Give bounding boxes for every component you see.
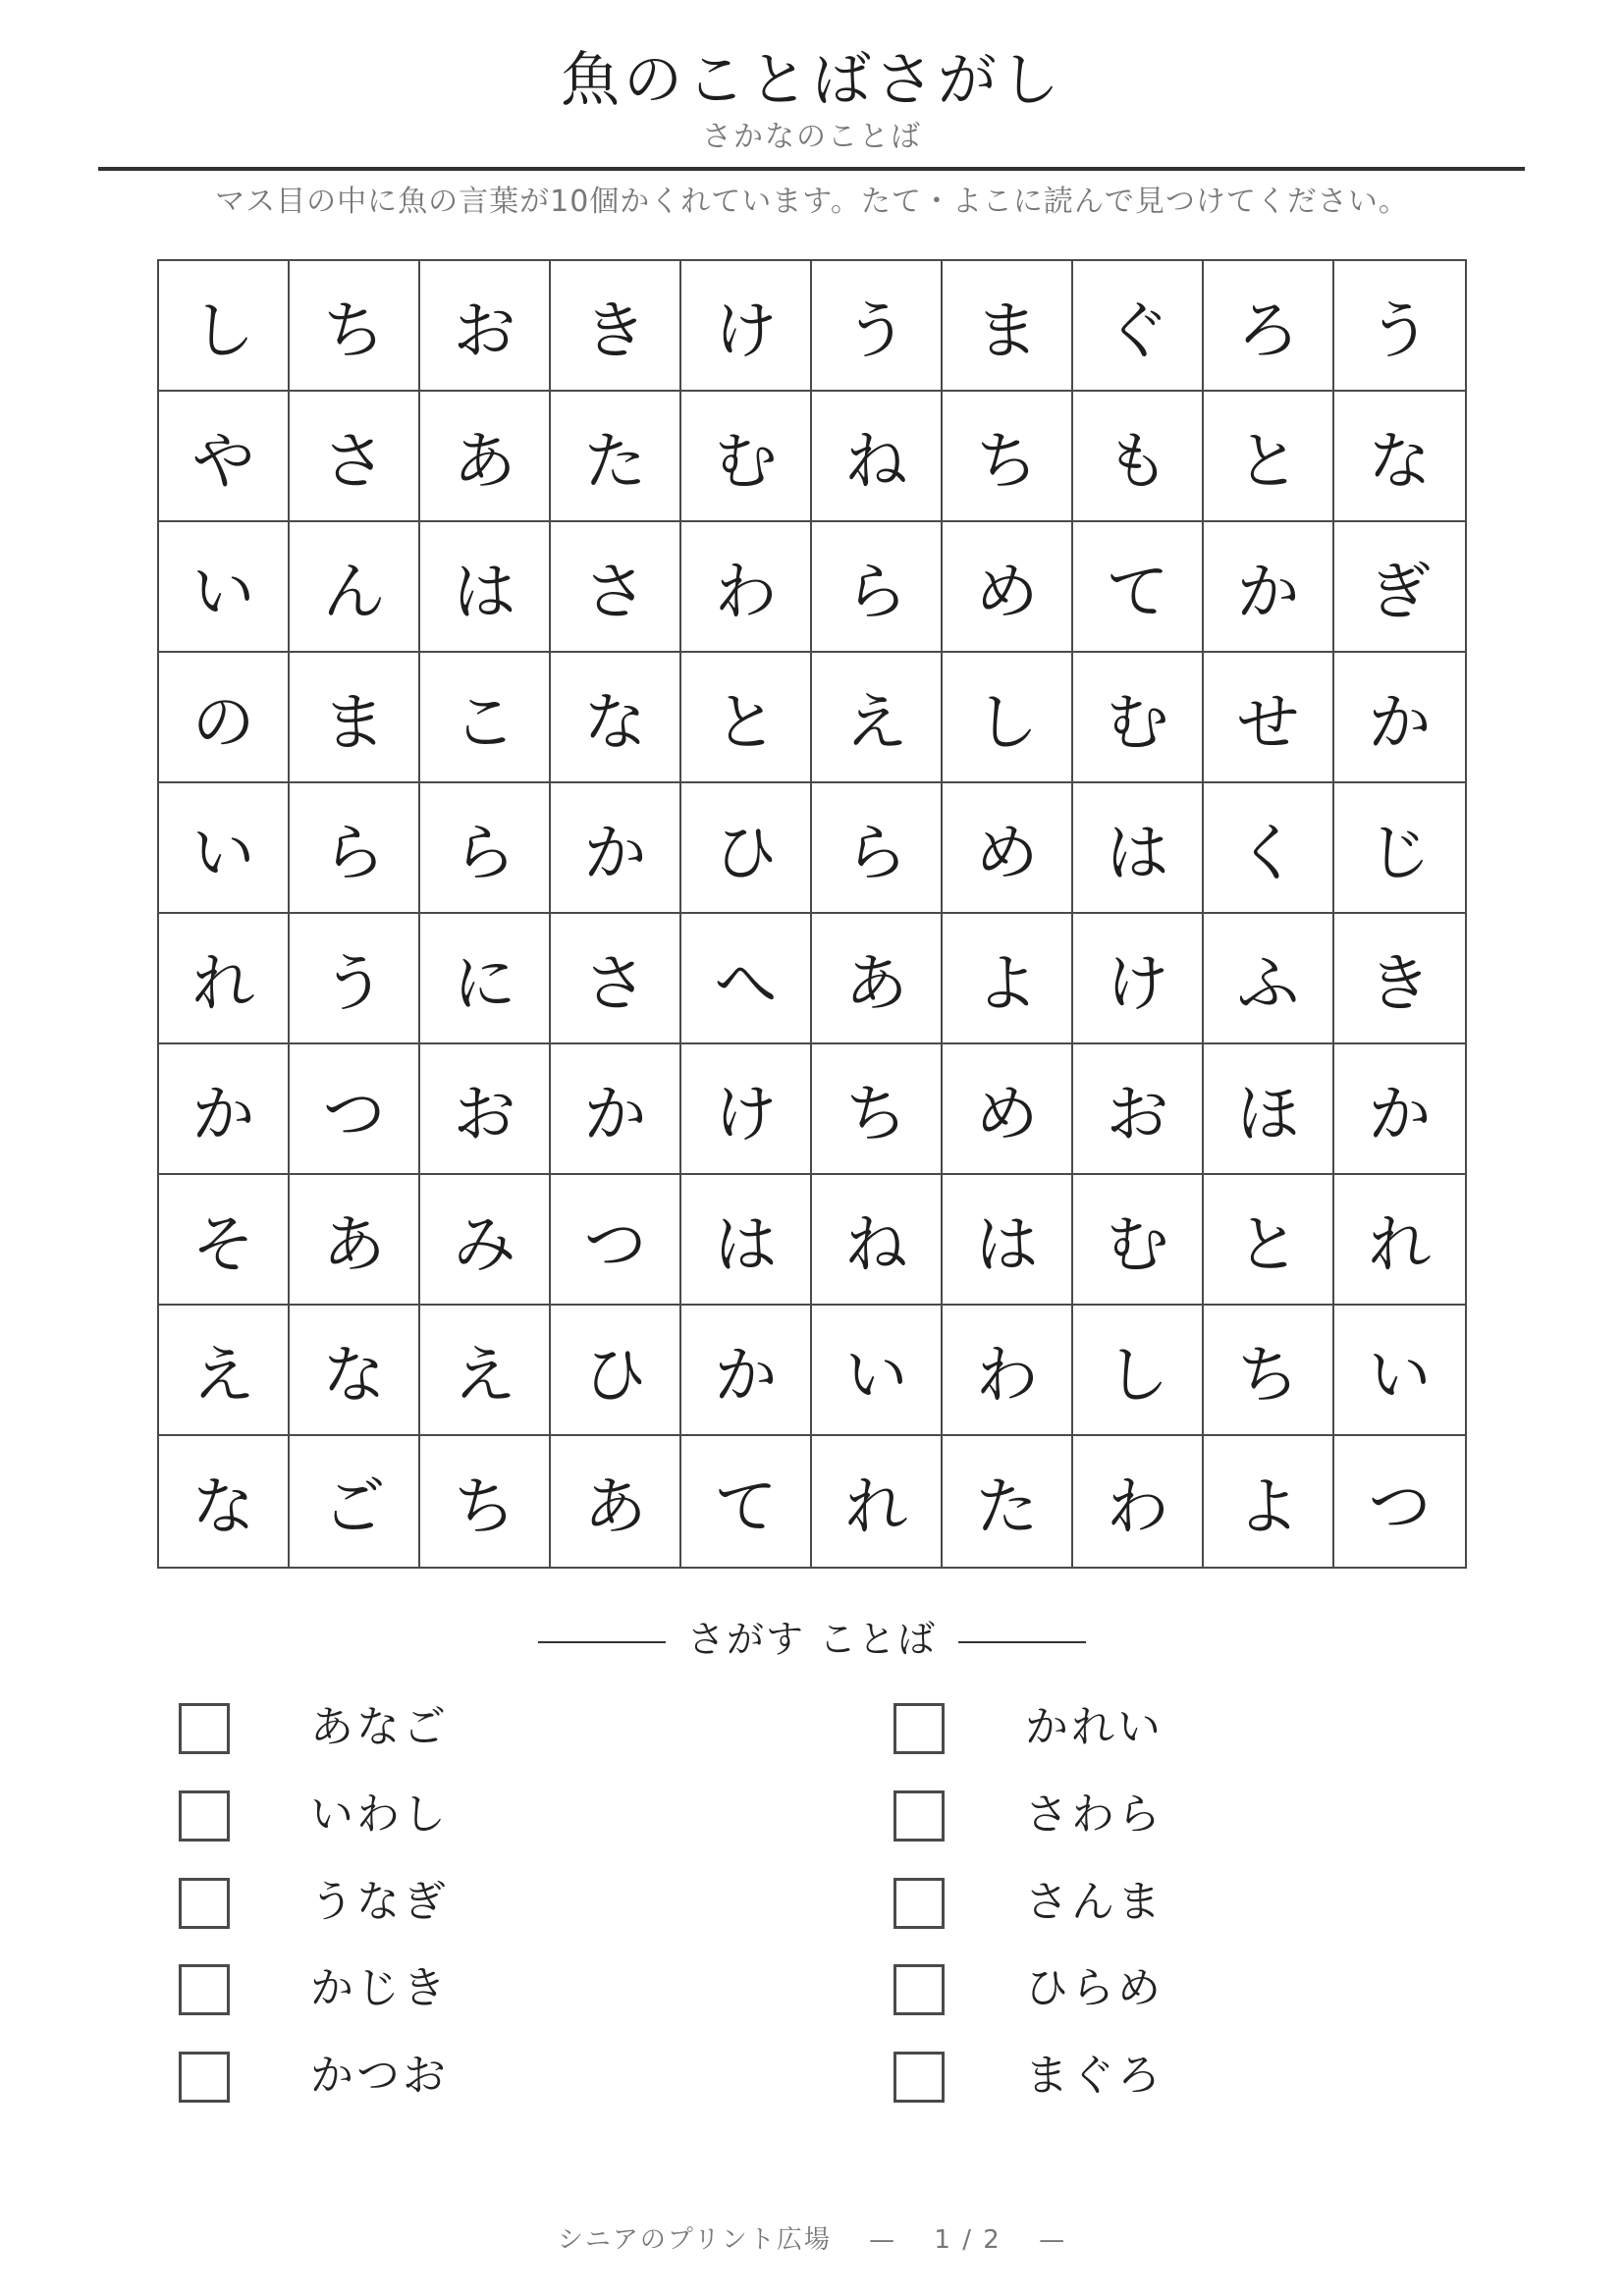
grid-cell[interactable]: え: [812, 653, 943, 783]
word-list-item: [179, 2051, 449, 2103]
grid-cell[interactable]: あ: [551, 1436, 681, 1567]
grid-cell[interactable]: ほ: [1204, 1044, 1334, 1175]
grid-cell[interactable]: ふ: [1204, 914, 1334, 1044]
grid-cell[interactable]: い: [812, 1306, 943, 1436]
grid-cell[interactable]: さ: [551, 522, 681, 653]
word-checkbox[interactable]: [179, 1964, 230, 2015]
grid-cell[interactable]: む: [1073, 1175, 1204, 1306]
grid-cell[interactable]: い: [159, 522, 290, 653]
word-label: かつお: [310, 2051, 449, 2101]
grid-cell[interactable]: さ: [551, 914, 681, 1044]
grid-cell[interactable]: き: [551, 261, 681, 392]
word-list-item: [179, 1789, 449, 1842]
grid-cell[interactable]: た: [551, 392, 681, 522]
grid-cell[interactable]: か: [551, 1044, 681, 1175]
grid-cell[interactable]: あ: [290, 1175, 420, 1306]
grid-cell[interactable]: れ: [1334, 1175, 1465, 1306]
word-checkbox[interactable]: [893, 1703, 945, 1754]
header-divider: [98, 167, 1525, 171]
word-label: いわし: [310, 1789, 449, 1840]
grid-cell[interactable]: し: [943, 653, 1073, 783]
grid-cell[interactable]: め: [943, 783, 1073, 914]
page-footer: [0, 2222, 1624, 2258]
word-label: さわら: [1025, 1789, 1164, 1840]
grid-cell[interactable]: わ: [681, 522, 812, 653]
word-checkbox[interactable]: [179, 1703, 230, 1754]
word-checkbox[interactable]: [893, 1878, 945, 1929]
grid-cell[interactable]: け: [681, 261, 812, 392]
instructions-text: マス目の中に魚の言葉が10個かくれています。たて・よこに読んで見つけてください。: [215, 185, 1409, 219]
grid-cell[interactable]: け: [1073, 914, 1204, 1044]
word-list-item: [179, 1702, 449, 1754]
grid-cell[interactable]: ね: [812, 1175, 943, 1306]
grid-cell[interactable]: ら: [420, 783, 551, 914]
grid-cell[interactable]: へ: [681, 914, 812, 1044]
word-list-item: [893, 1702, 1164, 1754]
grid-cell[interactable]: ら: [812, 783, 943, 914]
word-checkbox[interactable]: [179, 2052, 230, 2103]
grid-cell[interactable]: ま: [943, 261, 1073, 392]
word-label: かれい: [1025, 1702, 1164, 1752]
grid-cell[interactable]: の: [159, 653, 290, 783]
grid-cell[interactable]: ご: [290, 1436, 420, 1567]
word-label: さんま: [1025, 1877, 1164, 1927]
word-list-item: [179, 1877, 449, 1929]
grid-cell[interactable]: ひ: [681, 783, 812, 914]
grid-cell[interactable]: ぐ: [1073, 261, 1204, 392]
grid-cell[interactable]: つ: [551, 1175, 681, 1306]
grid-cell[interactable]: ぎ: [1334, 522, 1465, 653]
word-checkbox[interactable]: [179, 1790, 230, 1842]
grid-cell[interactable]: け: [681, 1044, 812, 1175]
grid-cell[interactable]: え: [420, 1306, 551, 1436]
grid-cell[interactable]: ね: [812, 392, 943, 522]
word-label: あなご: [310, 1702, 449, 1752]
grid-cell[interactable]: う: [1334, 261, 1465, 392]
grid-cell[interactable]: よ: [1204, 1436, 1334, 1567]
word-checkbox[interactable]: [893, 2052, 945, 2103]
grid-cell[interactable]: て: [1073, 522, 1204, 653]
grid-cell[interactable]: ち: [420, 1436, 551, 1567]
grid-cell[interactable]: つ: [1368, 1470, 1432, 1544]
grid-cell[interactable]: ち: [290, 261, 420, 392]
grid-cell[interactable]: か: [1204, 522, 1334, 653]
grid-cell[interactable]: う: [812, 261, 943, 392]
grid-cell[interactable]: お: [420, 261, 551, 392]
grid-cell[interactable]: か: [1334, 1044, 1465, 1175]
grid-cell[interactable]: と: [1204, 392, 1334, 522]
grid-cell[interactable]: れ: [812, 1436, 943, 1567]
word-checkbox[interactable]: [893, 1790, 945, 1842]
grid-cell[interactable]: な: [551, 653, 681, 783]
grid-cell[interactable]: め: [943, 1044, 1073, 1175]
word-list-item: [893, 1877, 1164, 1929]
grid-cell[interactable]: ひ: [551, 1306, 681, 1436]
word-list-item: [179, 1963, 449, 2015]
grid-cell[interactable]: と: [1204, 1175, 1334, 1306]
grid-cell[interactable]: か: [681, 1306, 812, 1436]
grid-cell[interactable]: み: [420, 1175, 551, 1306]
grid-cell[interactable]: わ: [1073, 1436, 1204, 1567]
grid-cell[interactable]: く: [1204, 783, 1334, 914]
grid-cell[interactable]: た: [943, 1436, 1073, 1567]
grid-cell[interactable]: は: [420, 522, 551, 653]
grid-cell[interactable]: な: [1334, 392, 1465, 522]
grid-cell[interactable]: せ: [1204, 653, 1334, 783]
grid-cell[interactable]: つ: [290, 1044, 420, 1175]
word-label: かじき: [310, 1963, 449, 2013]
word-list-heading-label: さがす ことば: [686, 1618, 938, 1661]
grid-cell[interactable]: ん: [290, 522, 420, 653]
grid-cell[interactable]: や: [159, 392, 290, 522]
page-subtitle: さかなのことば: [702, 120, 922, 154]
grid-cell[interactable]: は: [943, 1175, 1073, 1306]
grid-cell[interactable]: ち: [943, 392, 1073, 522]
word-label: うなぎ: [310, 1877, 449, 1927]
grid-cell[interactable]: あ: [812, 914, 943, 1044]
word-list-item: [893, 2051, 1164, 2103]
grid-cell[interactable]: お: [1073, 1044, 1204, 1175]
grid-cell[interactable]: も: [1073, 392, 1204, 522]
grid-cell[interactable]: し: [159, 261, 290, 392]
grid-cell[interactable]: さ: [290, 392, 420, 522]
grid-cell[interactable]: い: [159, 783, 290, 914]
grid-cell[interactable]: ろ: [1204, 261, 1334, 392]
grid-cell[interactable]: し: [1073, 1306, 1204, 1436]
grid-cell[interactable]: よ: [943, 914, 1073, 1044]
grid-cell[interactable]: ち: [812, 1044, 943, 1175]
grid-cell[interactable]: ち: [1204, 1306, 1334, 1436]
grid-cell[interactable]: な: [290, 1306, 420, 1436]
word-list-item: [893, 1789, 1164, 1842]
grid-cell[interactable]: ら: [812, 522, 943, 653]
grid-cell[interactable]: き: [1334, 914, 1465, 1044]
footer-dash-left: —: [869, 2225, 897, 2255]
word-checkbox[interactable]: [893, 1964, 945, 2015]
grid-cell[interactable]: ら: [290, 783, 420, 914]
grid-cell[interactable]: お: [420, 1044, 551, 1175]
grid-cell[interactable]: わ: [943, 1306, 1073, 1436]
grid-cell[interactable]: は: [681, 1175, 812, 1306]
grid-cell[interactable]: れ: [159, 914, 290, 1044]
grid-cell[interactable]: か: [1334, 653, 1465, 783]
grid-cell[interactable]: そ: [159, 1175, 290, 1306]
grid-cell[interactable]: か: [551, 783, 681, 914]
grid-cell[interactable]: む: [1073, 653, 1204, 783]
word-checkbox[interactable]: [179, 1878, 230, 1929]
footer-dash-right: —: [1039, 2225, 1067, 2255]
grid-cell[interactable]: あ: [420, 392, 551, 522]
grid-cell[interactable]: か: [159, 1044, 290, 1175]
heading-right-rule: [958, 1641, 1086, 1643]
grid-cell[interactable]: め: [943, 522, 1073, 653]
word-list-heading: [0, 1616, 1624, 1663]
word-label: まぐろ: [1025, 2051, 1164, 2101]
page-indicator: 1 / 2: [934, 2225, 1001, 2255]
word-search-grid: [157, 259, 1467, 1569]
page-title: 魚のことばさがし: [561, 46, 1063, 115]
footer-site-name: シニアのプリント広場: [557, 2225, 832, 2255]
grid-cell[interactable]: え: [159, 1306, 290, 1436]
grid-cell[interactable]: な: [159, 1436, 290, 1567]
grid-cell[interactable]: む: [681, 392, 812, 522]
grid-cell[interactable]: こ: [420, 653, 551, 783]
grid-cell[interactable]: い: [1334, 1306, 1465, 1436]
heading-left-rule: [538, 1641, 666, 1643]
grid-cell[interactable]: ま: [290, 653, 420, 783]
grid-cell[interactable]: う: [290, 914, 420, 1044]
grid-cell[interactable]: て: [681, 1436, 812, 1567]
grid-cell[interactable]: じ: [1334, 783, 1465, 914]
grid-cell[interactable]: と: [681, 653, 812, 783]
word-list-item: [893, 1963, 1164, 2015]
word-label: ひらめ: [1025, 1963, 1164, 2013]
grid-cell[interactable]: は: [1073, 783, 1204, 914]
grid-cell[interactable]: に: [420, 914, 551, 1044]
